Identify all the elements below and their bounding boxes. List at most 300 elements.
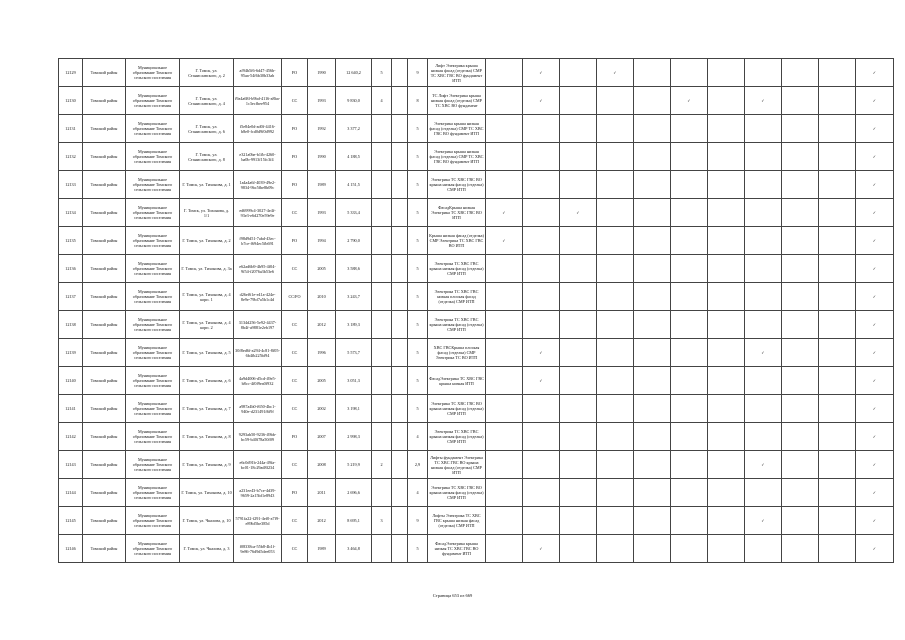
work-column-10-cell xyxy=(819,311,856,339)
row-id: 12145 xyxy=(59,507,83,535)
work-column-3-cell xyxy=(560,339,597,367)
underground-cell xyxy=(392,59,408,87)
work-column-4-cell xyxy=(597,255,634,283)
work-column-2-cell xyxy=(523,339,560,367)
work-column-1-cell xyxy=(486,283,523,311)
work-column-6-cell xyxy=(671,535,708,563)
works-cell: ТС Лифт Электрика крыша низкая фасад (отделка) СМР ТС ХВС ВО фундамент xyxy=(428,87,486,115)
work-column-2-cell xyxy=(523,171,560,199)
work-column-4-cell xyxy=(597,479,634,507)
work-column-6-cell xyxy=(671,171,708,199)
entrances-cell: 8 xyxy=(408,87,428,115)
work-column-3-cell xyxy=(560,507,597,535)
work-column-10-cell xyxy=(819,367,856,395)
work-column-8-cell xyxy=(745,535,782,563)
work-column-7-cell xyxy=(708,367,745,395)
work-column-9-cell xyxy=(782,479,819,507)
work-column-6-cell xyxy=(671,59,708,87)
work-column-11-cell xyxy=(856,59,894,87)
owner-cell: Муниципальное образование Томского сельского поселения xyxy=(126,339,180,367)
owner-cell: Муниципальное образование Томского сельского поселения xyxy=(126,87,180,115)
work-column-11-cell xyxy=(856,451,894,479)
floors-cell xyxy=(372,255,392,283)
work-column-5-cell xyxy=(634,227,671,255)
works-cell: Электрика ТС ХВС ГВС ВО крыша низкая фасад (отделка) СМР ИТП xyxy=(428,171,486,199)
year-cell: 1990 xyxy=(308,59,336,87)
uuid-cell: f5e84e0d-ad0f-4416-b8e0-fcd0d9f0d992 xyxy=(234,115,282,143)
wall-type-cell: СС xyxy=(282,339,308,367)
year-cell: 1992 xyxy=(308,115,336,143)
entrances-cell: 9 xyxy=(408,507,428,535)
year-cell: 2012 xyxy=(308,311,336,339)
work-column-2-cell xyxy=(523,535,560,563)
work-column-4-cell xyxy=(597,507,634,535)
district-cell: Томский район xyxy=(83,199,126,227)
district-cell: Томский район xyxy=(83,227,126,255)
floors-cell xyxy=(372,171,392,199)
work-column-1-cell xyxy=(486,199,523,227)
area-cell: 3 377,2 xyxy=(336,115,372,143)
area-cell: 5 219,9 xyxy=(336,451,372,479)
floors-cell xyxy=(372,227,392,255)
address-cell: Г. Томск, ул. Станиславского, д. 4 xyxy=(180,87,234,115)
work-column-5-cell xyxy=(634,171,671,199)
work-column-2-cell xyxy=(523,255,560,283)
row-id: 12144 xyxy=(59,479,83,507)
table-row xyxy=(59,479,894,507)
work-column-3-cell xyxy=(560,451,597,479)
table-row xyxy=(59,395,894,423)
checkmark-icon: ✓ xyxy=(539,378,543,383)
underground-cell xyxy=(392,339,408,367)
wall-type-cell: СС xyxy=(282,451,308,479)
area-cell: 4 188,5 xyxy=(336,143,372,171)
work-column-4-cell xyxy=(597,283,634,311)
area-cell: 3 243,7 xyxy=(336,283,372,311)
work-column-4-cell xyxy=(597,535,634,563)
works-cell: Электрика ТС ХВС ГВС крыша низкая фасад (отделка) СМР ИТП xyxy=(428,311,486,339)
work-column-10-cell xyxy=(819,199,856,227)
work-column-10-cell xyxy=(819,479,856,507)
works-cell: Электрика ТС ХВС ГВС низкая плоская фасад (отделка) СМР ИТП xyxy=(428,283,486,311)
work-column-8-cell xyxy=(745,283,782,311)
address-cell: Г. Томск, ул. Тихонова, д. 1 xyxy=(180,171,234,199)
row-id: 12131 xyxy=(59,115,83,143)
entrances-cell: 5 xyxy=(408,227,428,255)
wall-type-cell: СС xyxy=(282,199,308,227)
work-column-5-cell xyxy=(634,311,671,339)
work-column-6-cell xyxy=(671,199,708,227)
year-cell: 2010 xyxy=(308,283,336,311)
work-column-8-cell xyxy=(745,115,782,143)
work-column-1-cell xyxy=(486,423,523,451)
checkmark-icon: ✓ xyxy=(687,98,691,103)
owner-cell: Муниципальное образование Томского сельского поселения xyxy=(126,479,180,507)
work-column-11-cell xyxy=(856,339,894,367)
work-column-4-cell xyxy=(597,171,634,199)
work-column-7-cell xyxy=(708,423,745,451)
checkmark-icon: ✓ xyxy=(872,406,877,411)
work-column-4-cell xyxy=(597,115,634,143)
work-column-11-cell xyxy=(856,115,894,143)
checkmark-icon: ✓ xyxy=(761,98,765,103)
work-column-7-cell xyxy=(708,199,745,227)
underground-cell xyxy=(392,143,408,171)
row-id: 12130 xyxy=(59,87,83,115)
work-column-9-cell xyxy=(782,395,819,423)
table-row xyxy=(59,255,894,283)
work-column-4-cell xyxy=(597,367,634,395)
table-row xyxy=(59,339,894,367)
underground-cell xyxy=(392,451,408,479)
floors-cell xyxy=(372,423,392,451)
checkmark-icon: ✓ xyxy=(872,238,877,243)
wall-type-cell: FO xyxy=(282,171,308,199)
area-cell: 4 151,5 xyxy=(336,171,372,199)
work-column-8-cell xyxy=(745,423,782,451)
table-row xyxy=(59,87,894,115)
uuid-cell: e321a0be-b1fb-4260-ba0b-9913f15fc3f4 xyxy=(234,143,282,171)
work-column-9-cell xyxy=(782,143,819,171)
floors-cell xyxy=(372,395,392,423)
year-cell: 1989 xyxy=(308,535,336,563)
underground-cell xyxy=(392,227,408,255)
entrances-cell: 5 xyxy=(408,171,428,199)
area-cell: 12 640,2 xyxy=(336,59,372,87)
entrances-cell: 5 xyxy=(408,339,428,367)
work-column-7-cell xyxy=(708,479,745,507)
address-cell: Г. Томск, ул. Тихонова, д. 7 xyxy=(180,395,234,423)
district-cell: Томский район xyxy=(83,59,126,87)
floors-cell xyxy=(372,283,392,311)
work-column-6-cell xyxy=(671,87,708,115)
work-column-11-cell xyxy=(856,283,894,311)
work-column-5-cell xyxy=(634,143,671,171)
wall-type-cell: СС xyxy=(282,255,308,283)
uuid-cell: d26ef61e-e41a-424e-8e9e-79bf7a5b1c4d xyxy=(234,283,282,311)
work-column-2-cell xyxy=(523,423,560,451)
work-column-9-cell xyxy=(782,115,819,143)
work-column-5-cell xyxy=(634,199,671,227)
work-column-6-cell xyxy=(671,395,708,423)
area-cell: 8 695,1 xyxy=(336,507,372,535)
year-cell: 1989 xyxy=(308,171,336,199)
floors-cell xyxy=(372,367,392,395)
works-cell: Электрика ТС ХВС ГВС крыша низкая фасад (отделка) СМР ИТП xyxy=(428,423,486,451)
entrances-cell: 5 xyxy=(408,367,428,395)
work-column-2-cell xyxy=(523,227,560,255)
work-column-6-cell xyxy=(671,227,708,255)
work-column-5-cell xyxy=(634,115,671,143)
work-column-1-cell xyxy=(486,507,523,535)
area-cell: 3 464,8 xyxy=(336,535,372,563)
checkmark-icon: ✓ xyxy=(539,70,543,75)
work-column-1-cell xyxy=(486,451,523,479)
work-column-3-cell xyxy=(560,283,597,311)
works-cell: Крыша низкая фасад (отделка) СМР Электрика ТС ХВС ГВС ВО ИТП xyxy=(428,227,486,255)
district-cell: Томский район xyxy=(83,535,126,563)
checkmark-icon: ✓ xyxy=(872,210,877,215)
work-column-8-cell xyxy=(745,451,782,479)
wall-type-cell: СС xyxy=(282,507,308,535)
checkmark-icon: ✓ xyxy=(576,210,580,215)
table-row xyxy=(59,451,894,479)
address-cell: Г. Томск, ул. Тихонова, д. 4 корп. 2 xyxy=(180,311,234,339)
work-column-7-cell xyxy=(708,507,745,535)
row-id: 12138 xyxy=(59,311,83,339)
address-cell: Г. Томск, ул. Тихонова, д. 8 xyxy=(180,423,234,451)
work-column-11-cell xyxy=(856,535,894,563)
underground-cell xyxy=(392,367,408,395)
work-column-5-cell xyxy=(634,283,671,311)
work-column-3-cell xyxy=(560,171,597,199)
district-cell: Томский район xyxy=(83,311,126,339)
checkmark-icon: ✓ xyxy=(872,350,877,355)
district-cell: Томский район xyxy=(83,451,126,479)
table-row xyxy=(59,535,894,563)
work-column-2-cell xyxy=(523,367,560,395)
checkmark-icon: ✓ xyxy=(539,98,543,103)
uuid-cell: e62ad6b9-4b95-4f04-9f54-f2076a3b53e6 xyxy=(234,255,282,283)
address-cell: Г. Томск, ул. Тихонова, д. 4 корп. 1 xyxy=(180,283,234,311)
work-column-10-cell xyxy=(819,283,856,311)
work-column-7-cell xyxy=(708,59,745,87)
work-column-4-cell xyxy=(597,423,634,451)
checkmark-icon: ✓ xyxy=(872,546,877,551)
work-column-8-cell xyxy=(745,367,782,395)
entrances-cell: 2,9 xyxy=(408,451,428,479)
checkmark-icon: ✓ xyxy=(872,462,877,467)
table-row xyxy=(59,227,894,255)
work-column-3-cell xyxy=(560,367,597,395)
wall-type-cell: СС/FO xyxy=(282,283,308,311)
owner-cell: Муниципальное образование Томского сельского поселения xyxy=(126,171,180,199)
work-column-3-cell xyxy=(560,535,597,563)
year-cell: 2007 xyxy=(308,423,336,451)
works-cell: ФасадЭлектрика ТС ХВС ГВС крыша низкая ИТП xyxy=(428,367,486,395)
entrances-cell: 5 xyxy=(408,283,428,311)
work-column-3-cell xyxy=(560,227,597,255)
work-column-6-cell xyxy=(671,507,708,535)
checkmark-icon: ✓ xyxy=(872,490,877,495)
uuid-cell: ed6999c4-3027-4e4f-93e3-e6d270e59e9e xyxy=(234,199,282,227)
checkmark-icon: ✓ xyxy=(872,98,877,103)
year-cell: 2002 xyxy=(308,395,336,423)
work-column-1-cell xyxy=(486,59,523,87)
work-column-4-cell xyxy=(597,339,634,367)
work-column-9-cell xyxy=(782,199,819,227)
work-column-8-cell xyxy=(745,311,782,339)
owner-cell: Муниципальное образование Томского сельского поселения xyxy=(126,423,180,451)
work-column-1-cell xyxy=(486,367,523,395)
row-id: 12140 xyxy=(59,367,83,395)
row-id: 12142 xyxy=(59,423,83,451)
work-column-9-cell xyxy=(782,367,819,395)
uuid-cell: af94b5f6-6d47-456b-95aa-54f6b30b33ab xyxy=(234,59,282,87)
area-cell: 3 051,3 xyxy=(336,367,372,395)
work-column-11-cell xyxy=(856,423,894,451)
work-column-11-cell xyxy=(856,395,894,423)
work-column-3-cell xyxy=(560,59,597,87)
works-cell: Электрика ТС ХВС ГВС ВО крыша низкая фасад (отделка) СМР ИТП xyxy=(428,395,486,423)
address-cell: Г. Томск, ул. Тихонова, д. 3а xyxy=(180,255,234,283)
work-column-11-cell xyxy=(856,255,894,283)
work-column-11-cell xyxy=(856,367,894,395)
owner-cell: Муниципальное образование Томского сельского поселения xyxy=(126,115,180,143)
work-column-6-cell xyxy=(671,423,708,451)
work-column-8-cell xyxy=(745,143,782,171)
table-row xyxy=(59,311,894,339)
work-column-7-cell xyxy=(708,227,745,255)
work-column-8-cell xyxy=(745,255,782,283)
checkmark-icon: ✓ xyxy=(872,154,877,159)
district-cell: Томский район xyxy=(83,339,126,367)
checkmark-icon: ✓ xyxy=(872,518,877,523)
table-row xyxy=(59,143,894,171)
row-id: 12135 xyxy=(59,227,83,255)
address-cell: Г. Томск, ул. Тихонова, д. 2 xyxy=(180,227,234,255)
table-row xyxy=(59,423,894,451)
district-cell: Томский район xyxy=(83,283,126,311)
work-column-3-cell xyxy=(560,395,597,423)
uuid-cell: f98d9d51-7abd-43ec-b7ce-f694ec5fb691 xyxy=(234,227,282,255)
work-column-6-cell xyxy=(671,311,708,339)
work-column-1-cell xyxy=(486,87,523,115)
work-column-9-cell xyxy=(782,507,819,535)
district-cell: Томский район xyxy=(83,87,126,115)
underground-cell xyxy=(392,115,408,143)
wall-type-cell: СС xyxy=(282,87,308,115)
row-id: 12139 xyxy=(59,339,83,367)
checkmark-icon: ✓ xyxy=(761,518,765,523)
housing-registry-table xyxy=(58,58,894,563)
floors-cell xyxy=(372,479,392,507)
wall-type-cell: СС xyxy=(282,395,308,423)
work-column-7-cell xyxy=(708,283,745,311)
work-column-6-cell xyxy=(671,115,708,143)
checkmark-icon: ✓ xyxy=(872,378,877,383)
work-column-2-cell xyxy=(523,283,560,311)
table-row xyxy=(59,115,894,143)
work-column-3-cell xyxy=(560,115,597,143)
floors-cell xyxy=(372,311,392,339)
work-column-8-cell xyxy=(745,59,782,87)
owner-cell: Муниципальное образование Томского сельского поселения xyxy=(126,395,180,423)
area-cell: 5 333,4 xyxy=(336,199,372,227)
work-column-10-cell xyxy=(819,535,856,563)
work-column-8-cell xyxy=(745,395,782,423)
work-column-2-cell xyxy=(523,395,560,423)
owner-cell: Муниципальное образование Томского сельского поселения xyxy=(126,367,180,395)
work-column-9-cell xyxy=(782,535,819,563)
district-cell: Томский район xyxy=(83,255,126,283)
work-column-4-cell xyxy=(597,59,634,87)
uuid-cell: 4a9d4006-d5cd-49e5-b8cc-4f0f9ea0f932 xyxy=(234,367,282,395)
work-column-9-cell xyxy=(782,339,819,367)
work-column-6-cell xyxy=(671,143,708,171)
work-column-10-cell xyxy=(819,507,856,535)
checkmark-icon: ✓ xyxy=(872,70,877,75)
address-cell: Г. Томск, ул. Тихонова, д. 6 xyxy=(180,367,234,395)
checkmark-icon: ✓ xyxy=(539,546,543,551)
district-cell: Томский район xyxy=(83,171,126,199)
table-row xyxy=(59,367,894,395)
checkmark-icon: ✓ xyxy=(872,126,877,131)
work-column-8-cell xyxy=(745,479,782,507)
address-cell: Г. Томск, ул. Чкалова, д. 10 xyxy=(180,507,234,535)
work-column-10-cell xyxy=(819,227,856,255)
work-column-3-cell xyxy=(560,311,597,339)
checkmark-icon: ✓ xyxy=(502,210,506,215)
work-column-1-cell xyxy=(486,171,523,199)
work-column-3-cell xyxy=(560,255,597,283)
checkmark-icon: ✓ xyxy=(872,182,877,187)
owner-cell: Муниципальное образование Томского сельского поселения xyxy=(126,255,180,283)
work-column-5-cell xyxy=(634,87,671,115)
work-column-1-cell xyxy=(486,227,523,255)
area-cell: 3 588,6 xyxy=(336,255,372,283)
owner-cell: Муниципальное образование Томского сельского поселения xyxy=(126,59,180,87)
address-cell: Г. Томск, ул. Станиславского, д. 6 xyxy=(180,115,234,143)
uuid-cell: 1a4a4a6f-4039-49e2-9834-9bc5fbe8b09c xyxy=(234,171,282,199)
work-column-6-cell xyxy=(671,283,708,311)
uuid-cell: a231ee43-b7ce-4d39-9659-2a15bf1e8943 xyxy=(234,479,282,507)
work-column-2-cell xyxy=(523,59,560,87)
works-cell: ФасадКрыша низкая Электрика ТС ХВС ГВС ВО ИТП xyxy=(428,199,486,227)
checkmark-icon: ✓ xyxy=(872,322,877,327)
work-column-2-cell xyxy=(523,143,560,171)
work-column-5-cell xyxy=(634,423,671,451)
work-column-4-cell xyxy=(597,451,634,479)
works-cell: Лифт Электрика крыша низкая фасад (отделка) СМР ТС ХВС ГВС ВО фундамент ИТП xyxy=(428,59,486,87)
floors-cell xyxy=(372,143,392,171)
area-cell: 3 198,1 xyxy=(336,395,372,423)
work-column-11-cell xyxy=(856,311,894,339)
row-id: 12141 xyxy=(59,395,83,423)
work-column-4-cell xyxy=(597,395,634,423)
underground-cell xyxy=(392,479,408,507)
work-column-2-cell xyxy=(523,479,560,507)
owner-cell: Муниципальное образование Томского сельского поселения xyxy=(126,507,180,535)
work-column-10-cell xyxy=(819,171,856,199)
work-column-3-cell xyxy=(560,199,597,227)
uuid-cell: f9a4a68f-b9bd-4116-a8ba-1c3ecfbee954 xyxy=(234,87,282,115)
uuid-cell: f08338ca-55b8-4b1f-9e86-76d9d5dee053 xyxy=(234,535,282,563)
underground-cell xyxy=(392,311,408,339)
work-column-11-cell xyxy=(856,479,894,507)
wall-type-cell: FO xyxy=(282,479,308,507)
checkmark-icon: ✓ xyxy=(872,434,877,439)
work-column-8-cell xyxy=(745,507,782,535)
works-cell: Электрика крыша низкая фасад (отделка) СМР ТС ХВС ГВС ВО фундамент ИТП xyxy=(428,143,486,171)
table-row xyxy=(59,59,894,87)
work-column-10-cell xyxy=(819,255,856,283)
work-column-5-cell xyxy=(634,507,671,535)
area-cell: 5 573,7 xyxy=(336,339,372,367)
works-cell: ХВС ГВСКрыша плоская фасад (отделка) СМР Электрика ТС ВО ИТП xyxy=(428,339,486,367)
work-column-1-cell xyxy=(486,535,523,563)
address-cell: Г. Томск, ул. Тихонова, д. 1/1 xyxy=(180,199,234,227)
wall-type-cell: СС xyxy=(282,535,308,563)
wall-type-cell: СС xyxy=(282,311,308,339)
work-column-8-cell xyxy=(745,171,782,199)
address-cell: Г. Томск, ул. Чкалова, д. 3 xyxy=(180,535,234,563)
work-column-6-cell xyxy=(671,367,708,395)
checkmark-icon: ✓ xyxy=(872,294,877,299)
work-column-11-cell xyxy=(856,143,894,171)
underground-cell xyxy=(392,283,408,311)
uuid-cell: e6c0d91b-244a-49fa-bc01-18c29ad8f234 xyxy=(234,451,282,479)
